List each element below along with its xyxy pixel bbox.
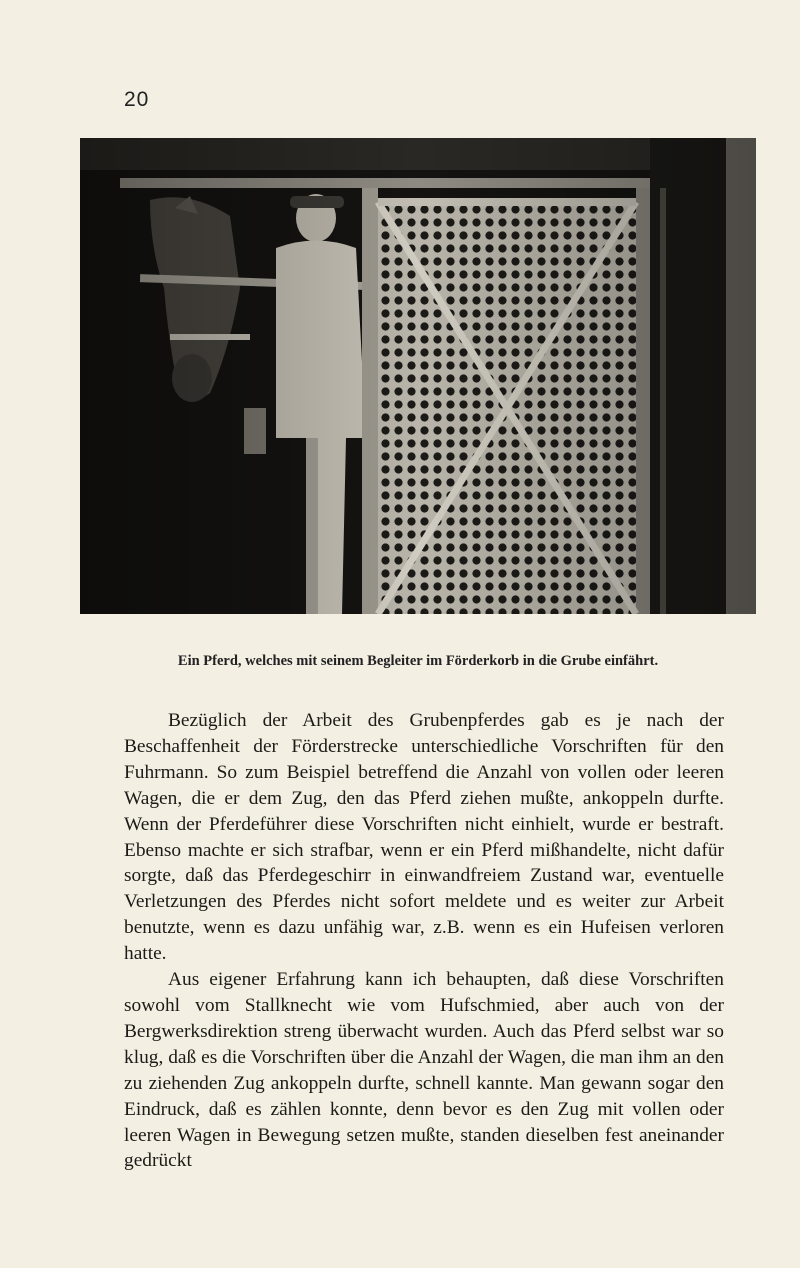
mine-cage-photo (80, 138, 756, 614)
paragraph-1: Bezüglich der Arbeit des Grubenpferdes gab es je nach der Beschaffenheit der Förderstrecke unterschiedliche Vorschriften für den Fuhrmann. So zum Beispiel betreffend die Anzahl von vollen oder leeren Wagen, die er dem Zug, den das Pferd ziehen mußte, ankoppeln durfte. Wenn der Pferdeführer diese Vorschriften nicht einhielt, wurde er bestraft. Ebenso machte er sich strafbar, wenn er ein Pferd mißhandelte, nicht dafür sorgte, daß das Pferdegeschirr in einwandfreiem Zustand war, eventuelle Verletzungen des Pferdes nicht sofort meldete und es weiter zur Arbeit benutzte, wenn es dazu unfähig war, z.B. wenn es ein Hufeisen verloren hatte. (124, 710, 724, 965)
figure-caption: Ein Pferd, welches mit seinem Begleiter im Förderkorb in die Grube einfährt. (177, 653, 659, 669)
body-text (124, 708, 724, 1174)
page-number: 20 (124, 88, 150, 111)
paragraph-2: Aus eigener Erfahrung kann ich behaupten, daß diese Vorschriften sowohl vom Stallknecht wie vom Hufschmied, aber auch von der Bergwerksdirektion streng überwacht wurden. Auch das Pferd selbst war so klug, daß es die Vorschriften über die Anzahl der Wagen, die man ihm an den zu ziehenden Zug ankoppeln durfte, schnell kannte. Man gewann sogar den Eindruck, daß es zählen konnte, denn bevor es den Zug mit vollen oder leeren Wagen in Bewegung setzen mußte, standen dieselben fest aneinander gedrückt (124, 969, 724, 1172)
